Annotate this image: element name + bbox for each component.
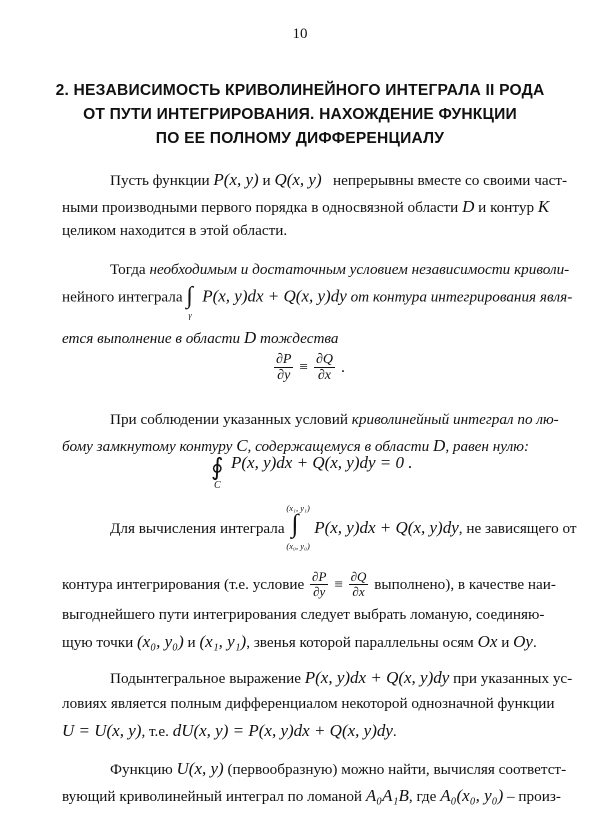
p6-line-2 xyxy=(62,786,561,806)
p2-line-1 xyxy=(110,261,569,279)
p2-l1-text-b: необходимым и достаточным условием независимости криволи- xyxy=(149,261,570,278)
point-1: (x₁, y₁) xyxy=(199,632,247,651)
axis-ox: Ox xyxy=(477,632,498,651)
p6-line-1 xyxy=(110,759,566,779)
p1-l2-K: K xyxy=(537,197,550,216)
p6-A0: A₀(x₀, y₀) xyxy=(440,786,504,805)
p1-line-2 xyxy=(62,197,549,217)
p3-l2-text-a: бому замкнутому контуру xyxy=(62,438,233,455)
p4-line-2 xyxy=(62,570,556,600)
identity-sign: ≡ xyxy=(299,359,308,376)
p5-l3-text-a: , т.е. xyxy=(141,723,169,740)
p2-line-3 xyxy=(62,328,339,348)
integral-lower-limit: (x₀, y₀) xyxy=(286,541,310,551)
p1-text-b: непрерывны вместе со своими част- xyxy=(333,172,568,189)
p2-integral xyxy=(186,283,198,320)
p2-l2-text-a: нейного интеграла xyxy=(62,288,183,306)
identity-sign: ≡ xyxy=(334,575,343,593)
p1-and: и xyxy=(262,172,271,189)
p4-l4-text-b: , звенья которой параллельны осям xyxy=(246,634,474,651)
section-heading-line-3: ПО ЕЕ ПОЛНОМУ ДИФФЕРЕНЦИАЛУ xyxy=(155,130,445,147)
p5-line-1 xyxy=(110,668,572,688)
closed-contour-formula xyxy=(211,452,413,496)
p3-l1-text-a: При соблюдении указанных условий xyxy=(110,411,348,428)
closed-contour-expression: P(x, y)dx + Q(x, y)dy = 0 . xyxy=(231,452,413,472)
p4-and-2: и xyxy=(501,634,510,651)
fraction-dP-dy xyxy=(310,570,328,600)
p5-U-definition: U = U(x, y) xyxy=(62,721,142,740)
p6-l2-text-b: , где xyxy=(408,788,437,805)
period: . xyxy=(532,634,537,651)
p3-l2-text-b: , содержащемуся в области xyxy=(247,438,430,455)
p3-line-1 xyxy=(110,411,559,429)
p2-l3-text-a: ется выполнение в области xyxy=(62,330,241,347)
integral-upper-limit: (x₁, y₁) xyxy=(286,503,310,513)
p1-l2-D: D xyxy=(462,197,475,216)
p4-l1-text-b: , не зависящего от xyxy=(458,520,577,537)
p6-l1-text-b: (первообразную) можно найти, вычисляя соответст- xyxy=(227,761,567,778)
p2-l3-text-b: тождества xyxy=(259,330,339,347)
p3-l2-D: D xyxy=(433,436,446,455)
contour-integral-sign: ∮ xyxy=(211,455,224,481)
p4-line-4 xyxy=(62,632,537,652)
p5-total-differential: dU(x, y) = P(x, y)dx + Q(x, y)dy xyxy=(172,721,393,740)
p4-and: и xyxy=(187,634,196,651)
period: . xyxy=(392,723,397,740)
p6-U: U(x, y) xyxy=(176,759,224,778)
p2-integrand: P(x, y)dx + Q(x, y)dy xyxy=(202,286,347,306)
frac-numerator: ∂Q xyxy=(315,352,333,367)
p3-l1-text-b: криволинейный интеграл по лю- xyxy=(351,411,559,428)
p6-l1-text-a: Функцию xyxy=(110,761,173,778)
definite-integral xyxy=(288,503,310,551)
p6-polyline: A₀A₁B xyxy=(365,786,409,805)
integral-sign: ∫ xyxy=(291,509,299,538)
p4-line-3: выгоднейшего пути интегрирования следует выбрать ломаную, соединяю- xyxy=(62,606,545,623)
p3-l2-text-c: , равен нулю: xyxy=(445,438,530,455)
p5-line-3 xyxy=(62,721,397,741)
p2-line-2 xyxy=(62,283,573,320)
p2-l2-text-b: от контура интегрирования явля- xyxy=(350,288,573,306)
axis-oy: Oy xyxy=(513,632,533,651)
frac-denominator: ∂y xyxy=(277,368,291,384)
frac-numerator: ∂P xyxy=(312,569,327,584)
p1-Q: Q(x, y) xyxy=(274,170,322,189)
p5-expression: P(x, y)dx + Q(x, y)dy xyxy=(304,668,450,687)
p4-l2-text-b: выполнено), в качестве наи- xyxy=(374,575,556,593)
p6-l2-text-a: вующий криволинейный интеграл по ломаной xyxy=(62,788,363,805)
p1-line-1 xyxy=(110,170,567,190)
fraction-dQ-dx xyxy=(349,570,369,600)
p5-l1-text-a: Подынтегральное выражение xyxy=(110,670,301,687)
integral-subscript: γ xyxy=(188,310,192,320)
p4-line-1 xyxy=(110,503,577,553)
p4-integrand: P(x, y)dx + Q(x, y)dy xyxy=(314,518,459,537)
p2-l1-text-a: Тогда xyxy=(110,261,146,278)
condition-formula xyxy=(272,352,345,384)
contour-subscript: C xyxy=(214,480,221,491)
p4-l2-text-a: контура интегрирования (т.е. условие xyxy=(62,575,305,593)
frac-numerator: ∂P xyxy=(276,352,292,367)
p4-l1-text-a: Для вычисления интеграла xyxy=(110,520,285,537)
fraction-dP-dy xyxy=(274,352,293,384)
section-heading-line-1: 2. НЕЗАВИСИМОСТЬ КРИВОЛИНЕЙНОГО ИНТЕГРАЛА II РОДА xyxy=(55,82,545,99)
integral-sign: ∫ xyxy=(186,283,193,309)
p1-l2-text-a: ными производными первого порядка в односвязной области xyxy=(62,199,459,216)
frac-denominator: ∂y xyxy=(313,584,326,600)
p1-P: P(x, y) xyxy=(213,170,259,189)
p5-l1-text-b: при указанных ус- xyxy=(453,670,573,687)
page-number: 10 xyxy=(292,26,308,42)
fraction-dQ-dx xyxy=(314,352,335,384)
p1-line-3: целиком находится в этой области. xyxy=(62,222,288,239)
section-heading-line-2: ОТ ПУТИ ИНТЕГРИРОВАНИЯ. НАХОЖДЕНИЕ ФУНКЦИИ xyxy=(83,106,517,123)
p3-l2-C: C xyxy=(236,436,248,455)
frac-denominator: ∂x xyxy=(352,584,365,600)
p5-line-2: ловиях является полным дифференциалом некоторой однозначной функции xyxy=(62,695,555,712)
period: . xyxy=(340,358,345,376)
contour-integral xyxy=(211,455,227,491)
p1-l2-text-b: и контур xyxy=(478,199,535,216)
p2-l3-D: D xyxy=(243,328,257,347)
point-0: (x₀, y₀) xyxy=(137,632,184,651)
frac-denominator: ∂x xyxy=(317,368,332,384)
p4-l4-text-a: щую точки xyxy=(62,634,134,651)
p6-l2-text-c: – произ- xyxy=(507,788,561,805)
frac-numerator: ∂Q xyxy=(350,569,367,584)
p1-text-a: Пусть функции xyxy=(110,172,210,189)
